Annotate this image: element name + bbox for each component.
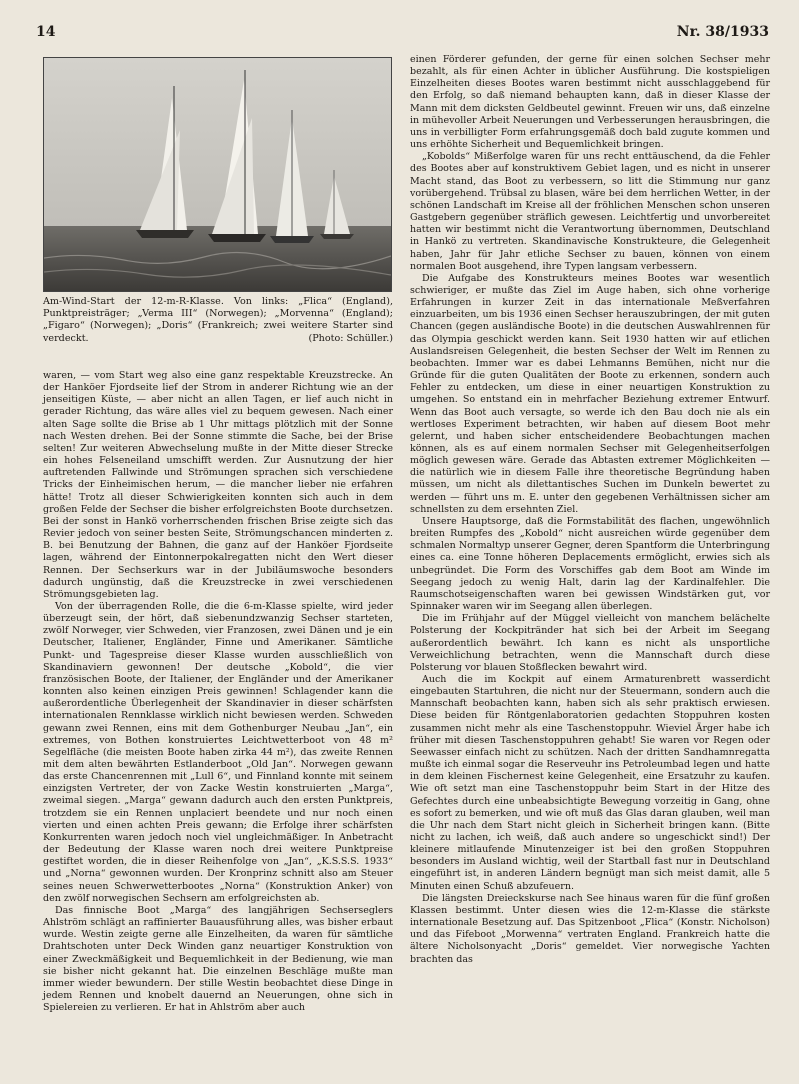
paragraph: Die Aufgabe des Konstrukteurs meines Bootes war wesentlich schwieriger, er mußte das Ziel im Auge haben, sich ohne vorherige Erfahrungen in kurzer Zeit in das internationale Meßverfahren einzuarbeiten, um bis 1936 einen Sechser herauszubringen, der mit guten Chancen (gegen ausländische Boote) in die deutschen Auswahlrennen für das Olympia geschickt werden kann. Seit 1930 hatten wir auf etlichen Auslandsreisen Gelegenheit, die besten Sechser der Welt im Rennen zu beobachten. Immer war es dabei Lehmanns Bemühen, nicht nur die Gründe für die guten Qualitäten der Boote zu erkennen, sondern auch Fehler zu entdecken, um diese in einer neuartigen Konstruktion zu umgehen. So entstand ein in mehrfacher Beziehung extremer Entwurf. Wenn das Boot auch versagte, so werde ich den Bau doch nie als ein wertloses Experiment betrachten, wir haben auf diesem Boot mehr gelernt, und haben sicher entscheidendere Beobachtungen machen können, als es auf einem normalen Sechser mit Gelegenheitserfolgen möglich gewesen wäre. Gerade das Abtasten extremer Möglichkeiten — die natürlich wie in diesem Falle ihre theoretische Begründung haben müssen, um nicht als dilettantisches Suchen im Dunkeln bewertet zu werden — führt uns m. E. unter den gegebenen Verhältnissen sicher am schnellsten zu dem ersehnten Ziel. [410, 272, 770, 515]
paragraph: Auch die im Kockpit auf einem Armaturenbrett wasserdicht eingebauten Startuhren, die nicht nur der Steuermann, sondern auch die Mannschaft beobachten kann, haben sich als sehr praktisch erwiesen. Diese beiden für Röntgenlaboratorien gedachten Stoppuhren kosten zusammen nicht mehr als eine Taschenstoppuhr. Wieviel Ärger habe ich früher mit diesen Taschenstoppuhren gehabt! Sie waren vor Regen oder Seewasser einfach nicht zu schützen. Nach der dritten Sandhamnregatta mußte ich einmal sogar die Reserveuhr ins Petroleumbad legen und hatte in dem kleinen Fischernest keine Gelegenheit, eine Ersatzuhr zu kaufen. Wie oft setzt man eine Taschenstoppuhr beim Start in der Hitze des Gefechtes durch eine unbeabsichtigte Bewegung vorzeitig in Gang, ohne es sofort zu bemerken, und wie oft muß das Glas daran glauben, weil man die Uhr nach dem Start nicht gleich in Sicherheit bringen kann. (Bitte nicht zu lachen, ich weiß, daß auch andere so ungeschickt sind!) Der kleinere mitlaufende Minutenzeiger ist bei den großen Stoppuhren besonders im Ausland wichtig, weil der Startball fast nur in Deutschland eingeführt ist, in anderen Ländern begnügt man sich meist damit, alle 5 Minuten einen Schuß abzufeuern. [410, 673, 770, 892]
paragraph: Die längsten Dreieckskurse nach See hinaus waren für die fünf großen Klassen bestimmt. Unter diesen wies die 12-m-Klasse die stärkste internationale Besetzung auf. Das Spitzenboot „Flica“ (Konstr. Nicholson) und das Fifeboot „Morwenna“ vertraten England. Frankreich hatte die ältere Nicholsonyacht „Doris“ gemeldet. Vier norwegische Yachten brachten das [410, 892, 770, 965]
sailing-photo [43, 57, 392, 292]
paragraph: Von der überragenden Rolle, die die 6-m-Klasse spielte, wird jeder überzeugt sein, der hört, daß siebenundzwanzig Sechser starteten, zwölf Norweger, vier Schweden, vier Franzosen, zwei Dänen und je ein Deutscher, Italiener, Engländer, Finne und Amerikaner. Sämtliche Punkt- und Tagespreise dieser Klasse wurden ausschließlich von Skandinaviern gewonnen! Der deutsche „Kobold“, die vier französischen Boote, der Italiener, der Engländer und der Amerikaner konnten also keinen einzigen Preis gewinnen! Schlagender kann die außerordentliche Überlegenheit der Skandinavier in dieser schärfsten internationalen Rennklasse wirklich nicht bewiesen werden. Schweden gewann zwei Rennen, eins mit dem Gothenburger Neubau „Jan“, ein extremes, von Bothen konstruiertes Leichtwetterboot von 48 m² Segelfläche (die meisten Boote haben zirka 44 m²), das zweite Rennen mit dem alten bewährten Estlanderboot „Old Jan“. Norwegen gewann das erste Chancenrennen mit „Lull 6“, und Finnland konnte mit seinem einzigsten Vertreter, der von Zacke Westin konstruierten „Marga“, zweimal siegen. „Marga“ gewann dadurch auch den ersten Punktpreis, trotzdem sie ein Rennen unplaciert beendete und nur noch einen vierten und einen achten Preis gewann; die Erfolge ihrer schärfsten Konkurrenten waren jedoch noch viel ungleichmäßiger. In Anbetracht der Bedeutung der Klasse waren noch drei weitere Punktpreise gestiftet worden, die in dieser Reihenfolge von „Jan“, „K.S.S.S. 1933“ und „Norna“ gewonnen wurden. Der Kronprinz schnitt also am Steuer seines neuen Schwerwetterbootes „Norna“ (Konstruktion Anker) von den zwölf norwegischen Sechsern am erfolgreichsten ab. [43, 600, 393, 904]
paragraph: Das finnische Boot „Marga“ des langjährigen Sechserseglers Ahlström schlägt an raffinierter Bauausführung alles, was bisher erbaut wurde. Westin zeigte gerne alle Einzelheiten, da waren für sämtliche Drahtschoten unter Deck Winden ganz neuartiger Konstruktion von einer Zweckmäßigkeit und Bequemlichkeit in der Bedienung, wie man sie bisher nicht gekannt hat. Die einzelnen Beschläge mußte man immer wieder bewundern. Der stille Westin beobachtet diese Dinge in jedem Rennen und knobelt dauernd an Neuerungen, ohne sich in Spielereien zu verlieren. Er hat in Ahlström aber auch [43, 904, 393, 1014]
issue-number: Nr. 38/1933 [676, 24, 769, 40]
paragraph: Die im Frühjahr auf der Müggel vielleicht von manchem belächelte Polsterung der Kockpitränder hat sich bei der Arbeit im Seegang außerordentlich bewährt. Ich kann es nicht als unsportliche Verweichlichung betrachten, wenn die Mannschaft durch diese Polsterung vor blauen Stoßflecken bewahrt wird. [410, 613, 770, 673]
paragraph: einen Förderer gefunden, der gerne für einen solchen Sechser mehr bezahlt, als für einen Achter in üblicher Ausführung. Die kostspieligen Einzelheiten dieses Bootes waren bestimmt nicht ausschlaggebend für den Erfolg, so daß niemand behaupten kann, daß in dieser Klasse der Mann mit dem dicksten Geldbeutel gewinnt. Freuen wir uns, daß einzelne in mühevoller Arbeit Neuerungen und Verbesserungen herausbringen, die uns in verbilligter Form erfahrungsgemäß doch bald zugute kommen und uns erhöhte Sicherheit und Bequemlichkeit bringen. [410, 54, 770, 151]
photo-credit: (Photo: Schüller.) [308, 332, 393, 344]
right-column [410, 54, 770, 966]
paragraph: waren, — vom Start weg also eine ganz respektable Kreuzstrecke. An der Hanköer Fjordseite lief der Strom in anderer Richtung wie an der jenseitigen Küste, — aber nicht an allen Tagen, er lief auch nicht in gerader Richtung, das wäre alles viel zu bequem gewesen. Nach einer alten Sage sollte die Brise ab 1 Uhr mittags plötzlich mit der Sonne nach Westen drehen. Bei der Sonne stimmte die Sache, bei der Brise selten! Zur weiteren Abwechselung mußte in der Mitte dieser Strecke ein hohes Felseneiland umschifft werden. Zur Ausnutzung der hier auftretenden Fallwinde und Strömungen sprachen sich verschiedene Tricks der Einheimischen herum, — die mancher lieber nie erfahren hätte! Trotz all dieser Schwierigkeiten konnten sich auch in dem großen Felde der Sechser die bisher erfolgreichsten Boote durchsetzen. Bei der sonst in Hankö vorherrschenden frischen Brise zeigte sich das Revier jedoch von seiner besten Seite, Strömungschancen minderten z. B. bei Benutzung der Bahnen, die ganz auf der Hanköer Fjordseite lagen, während der Eintonnerpokalregatten nicht den Wert dieser Rennen. Der Sechserkurs war in der Jubiläumswoche besonders dadurch ungünstig, daß die Kreuzstrecke in zwei verschiedenen Strömungsgebieten lag. [43, 370, 393, 600]
caption-text: Am-Wind-Start der 12-m-R-Klasse. Von links: „Flica“ (England), Punktpreisträger; „Verma III“ (Norwegen); „Morvenna“ (England); „Figaro“ (Norwegen); „Doris“ (Frankreich; zwei weitere Starter sind verdeckt. [43, 296, 393, 344]
page-number: 14 [36, 24, 56, 40]
paragraph: Unsere Hauptsorge, daß die Formstabilität des flachen, ungewöhnlich breiten Rumpfes des „Kobold“ nicht ausreichen würde gegenüber dem schmalen Normaltyp unserer Gegner, deren Spantform die Unterbringung eines ca. eine Tonne höheren Deplacements ermöglicht, erwies sich als unbegründet. Die Form des Vorschiffes gab dem Boot am Winde im Seegang jedoch zu wenig Halt, darin lag der Kardinalfehler. Die Raumschotseigenschaften waren bei gewissen Windstärken gut, vor Spinnaker waren wir im Seegang allen überlegen. [410, 515, 770, 613]
left-column [43, 370, 393, 1014]
paragraph: „Kobolds“ Mißerfolge waren für uns recht enttäuschend, da die Fehler des Bootes aber auf konstruktivem Gebiet lagen, und es nicht in unserer Macht stand, das Boot zu verbessern, so litt die Stimmung nur ganz vorübergehend. Trübsal zu blasen, wäre bei dem herrlichen Wetter, in der schönen Landschaft im Kreise all der fröhlichen Menschen schon unseren Gastgebern gegenüber sträflich gewesen. Leichtfertig und unvorbereitet hatten wir bestimmt nicht die Verantwortung übernommen, Deutschland in Hankö zu vertreten. Skandinavische Konstrukteure, die Gelegenheit haben, Jahr für Jahr etliche Sechser zu bauen, können von einem normalen Boot ausgehend, ihre Typen langsam verbessern. [410, 151, 770, 272]
photo-caption [43, 296, 393, 345]
